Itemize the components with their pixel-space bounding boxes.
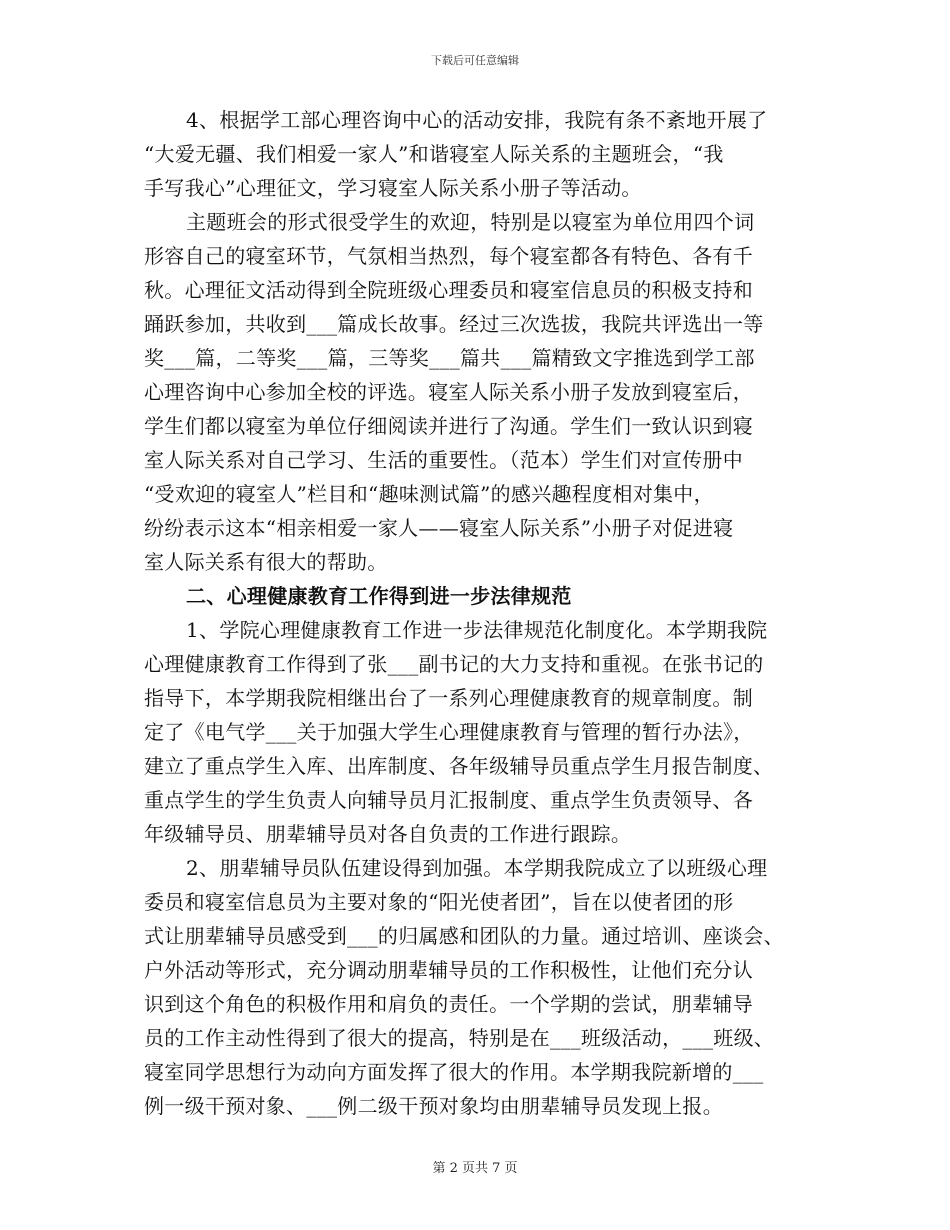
paragraph-line: 重点学生的学生负责人向辅导员月汇报制度、重点学生负责领导、各: [144, 788, 753, 812]
page-header-note: 下载后可任意编辑: [431, 54, 519, 67]
paragraph-line: “受欢迎的寝室人”栏目和“趣味测试篇”的感兴趣程度相对集中，: [144, 482, 714, 506]
paragraph-line: 室人际关系对自己学习、生活的重要性。（范本）学生们对宣传册中: [144, 448, 743, 472]
document-body: [144, 103, 824, 1123]
paragraph-line: 4、根据学工部心理咨询中心的活动安排，我院有条不紊地开展了: [186, 108, 768, 132]
paragraph-line: 定了《电气学___关于加强大学生心理健康教育与管理的暂行办法》，: [144, 720, 754, 744]
page-number: 第 2 页共 7 页: [432, 1161, 518, 1176]
paragraph-line: 指导下，本学期我院相继出台了一系列心理健康教育的规章制度。制: [144, 686, 753, 710]
paragraph-line: 主题班会的形式很受学生的欢迎，特别是以寝室为单位用四个词: [186, 210, 755, 234]
paragraph-line: 手写我心”心理征文，学习寝室人际关系小册子等活动。: [144, 176, 642, 200]
paragraph-line: 年级辅导员、朋辈辅导员对各自负责的工作进行跟踪。: [144, 822, 632, 846]
paragraph-line: 学生们都以寝室为单位仔细阅读并进行了沟通。学生们一致认识到寝: [144, 414, 753, 438]
paragraph-line: 委员和寝室信息员为主要对象的“阳光使者团”，旨在以使者团的形: [144, 890, 734, 914]
paragraph-line: 纷纷表示这本“相亲相爱一家人——寝室人际关系”小册子对促进寝: [144, 516, 734, 540]
paragraph-line: 心理咨询中心参加全校的评选。寝室人际关系小册子发放到寝室后，: [144, 380, 753, 404]
paragraph-line: 户外活动等形式，充分调动朋辈辅导员的工作积极性，让他们充分认: [144, 958, 753, 982]
paragraph-line: 踊跃参加，共收到___篇成长故事。经过三次选拔，我院共评选出一等: [144, 312, 764, 336]
section-heading: 二、心理健康教育工作得到进一步法律规范: [186, 584, 572, 608]
paragraph-line: 员的工作主动性得到了很大的提高，特别是在___班级活动，___班级、: [144, 1026, 775, 1050]
paragraph-line: 建立了重点学生入库、出库制度、各年级辅导员重点学生月报告制度、: [144, 754, 774, 778]
paragraph-line: 形容自己的寝室环节，气氛相当热烈，每个寝室都各有特色、各有千: [144, 244, 753, 268]
paragraph-line: 1、学院心理健康教育工作进一步法律规范化制度化。本学期我院: [186, 618, 768, 642]
paragraph-line: 式让朋辈辅导员感受到___的归属感和团队的力量。通过培训、座谈会、: [144, 924, 784, 948]
paragraph-line: 室人际关系有很大的帮助。: [144, 550, 388, 574]
paragraph-line: 2、朋辈辅导员队伍建设得到加强。本学期我院成立了以班级心理: [186, 856, 768, 880]
paragraph-line: 秋。心理征文活动得到全院班级心理委员和寝室信息员的积极支持和: [144, 278, 753, 302]
paragraph-line: 寝室同学思想行为动向方面发挥了很大的作用。本学期我院新增的___: [144, 1060, 764, 1084]
paragraph-line: 奖___篇，二等奖___篇，三等奖___篇共___篇精致文字推选到学工部: [144, 346, 755, 370]
paragraph-line: 识到这个角色的积极作用和肩负的责任。一个学期的尝试，朋辈辅导: [144, 992, 753, 1016]
paragraph-line: 心理健康教育工作得到了张___副书记的大力支持和重视。在张书记的: [144, 652, 764, 676]
paragraph-line: 例一级干预对象、___例二级干预对象均由朋辈辅导员发现上报。: [144, 1094, 723, 1118]
paragraph-line: “大爱无疆、我们相爱一家人”和谐寝室人际关系的主题班会，“我: [144, 142, 724, 166]
